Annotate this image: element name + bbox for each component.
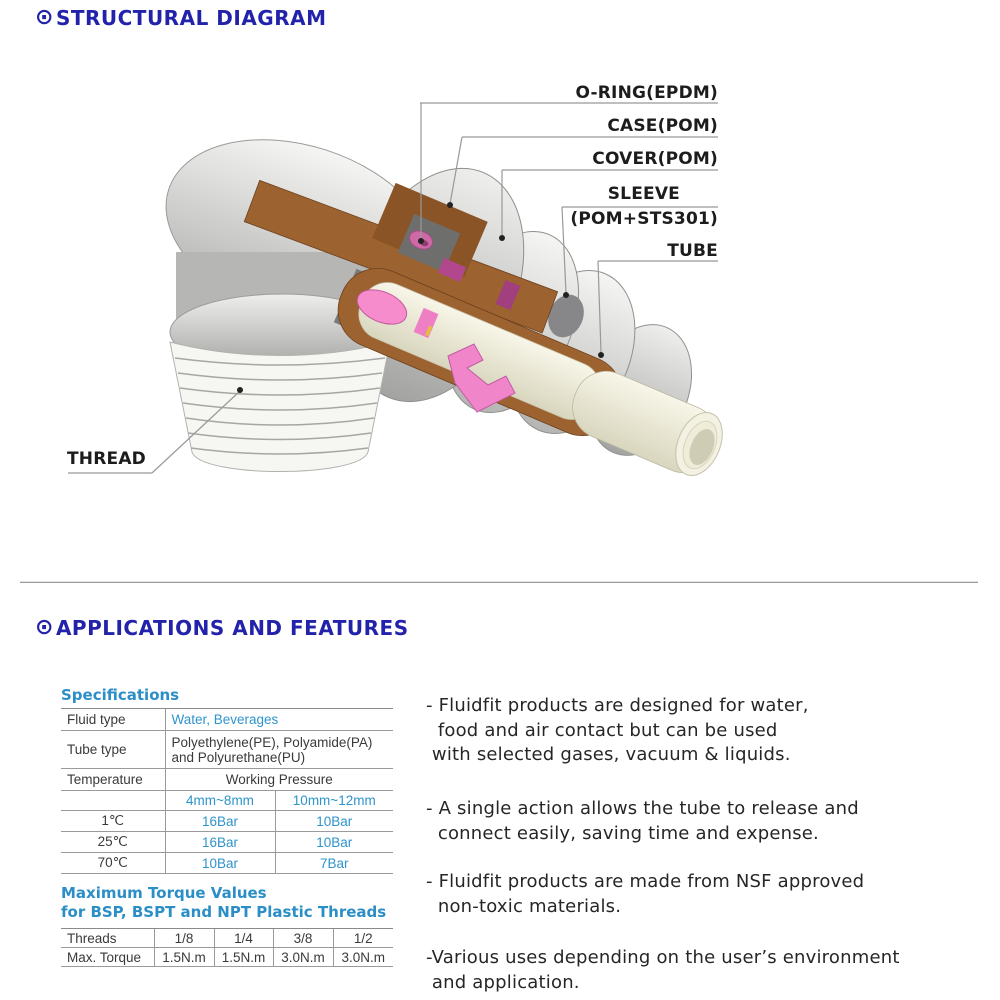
section-bullet-icon: ⊙ xyxy=(35,5,54,30)
working-pressure-label: Working Pressure xyxy=(165,769,393,791)
structural-diagram-title: STRUCTURAL DIAGRAM xyxy=(55,6,327,30)
pressure-value: 16Bar xyxy=(165,811,275,832)
torque-title-line1: Maximum Torque Values xyxy=(61,884,267,902)
max-torque-label: Max. Torque xyxy=(61,948,154,967)
tube-type-value: Polyethylene(PE), Polyamide(PA) and Polyurethane(PU) xyxy=(165,731,393,769)
table-row xyxy=(61,929,393,948)
feature-item xyxy=(426,694,991,768)
specifications-section xyxy=(61,686,393,874)
torque-table xyxy=(61,928,393,967)
pressure-value: 10Bar xyxy=(275,832,393,853)
label-case: CASE(POM) xyxy=(607,116,718,136)
specifications-title: Specifications xyxy=(61,686,180,704)
feature-line: food and air contact but can be used xyxy=(426,719,778,741)
applications-title: APPLICATIONS AND FEATURES xyxy=(55,616,409,640)
feature-line: connect easily, saving time and expense. xyxy=(426,822,819,844)
tube-type-label: Tube type xyxy=(61,731,165,769)
fluid-type-value: Water, Beverages xyxy=(165,709,393,731)
size-range-large: 10mm~12mm xyxy=(275,791,393,811)
table-row xyxy=(61,709,393,731)
feature-item xyxy=(426,946,991,995)
table-row xyxy=(61,791,393,811)
torque-value: 1.5N.m xyxy=(154,948,214,967)
torque-section xyxy=(61,884,393,967)
specifications-table xyxy=(61,708,393,874)
table-row xyxy=(61,731,393,769)
feature-line: with selected gases, vacuum & liquids. xyxy=(426,744,791,765)
feature-line: - Fluidfit products are designed for water, xyxy=(426,695,809,716)
pressure-value: 10Bar xyxy=(275,811,393,832)
torque-value: 1.5N.m xyxy=(214,948,273,967)
table-row xyxy=(61,811,393,832)
table-row xyxy=(61,853,393,874)
thread-size: 3/8 xyxy=(273,929,333,948)
label-cover: COVER(POM) xyxy=(592,149,718,169)
feature-line: - Fluidfit products are made from NSF approved xyxy=(426,871,865,892)
feature-line: and application. xyxy=(426,971,580,993)
size-range-small: 4mm~8mm xyxy=(165,791,275,811)
pressure-value: 16Bar xyxy=(165,832,275,853)
threads-label: Threads xyxy=(61,929,154,948)
torque-value: 3.0N.m xyxy=(273,948,333,967)
thread-size: 1/2 xyxy=(333,929,393,948)
applications-heading xyxy=(35,616,409,640)
temperature-label: Temperature xyxy=(61,769,165,791)
torque-title-line2: for BSP, BSPT and NPT Plastic Threads xyxy=(61,903,387,921)
feature-item xyxy=(426,870,991,919)
table-row xyxy=(61,832,393,853)
label-sleeve: SLEEVE xyxy=(607,184,680,204)
label-oring: O-RING(EPDM) xyxy=(575,83,718,103)
temp-value: 25℃ xyxy=(61,832,165,853)
thread-stem xyxy=(170,342,390,472)
feature-item xyxy=(426,797,991,846)
thread-size: 1/8 xyxy=(154,929,214,948)
temp-value: 70℃ xyxy=(61,853,165,874)
section-bullet-icon: ⊙ xyxy=(35,615,54,640)
label-tube: TUBE xyxy=(667,241,718,261)
feature-line: - A single action allows the tube to release and xyxy=(426,798,859,819)
section-divider xyxy=(20,581,978,583)
feature-line: -Various uses depending on the user’s environment xyxy=(426,947,900,968)
table-row xyxy=(61,769,393,791)
feature-line: non-toxic materials. xyxy=(426,895,622,917)
thread-size: 1/4 xyxy=(214,929,273,948)
pressure-value: 7Bar xyxy=(275,853,393,874)
table-row xyxy=(61,948,393,967)
temp-value: 1℃ xyxy=(61,811,165,832)
label-thread: THREAD xyxy=(67,449,146,469)
label-sleeve-material: (POM+STS301) xyxy=(570,209,718,229)
pressure-value: 10Bar xyxy=(165,853,275,874)
fluid-type-label: Fluid type xyxy=(61,709,165,731)
torque-value: 3.0N.m xyxy=(333,948,393,967)
